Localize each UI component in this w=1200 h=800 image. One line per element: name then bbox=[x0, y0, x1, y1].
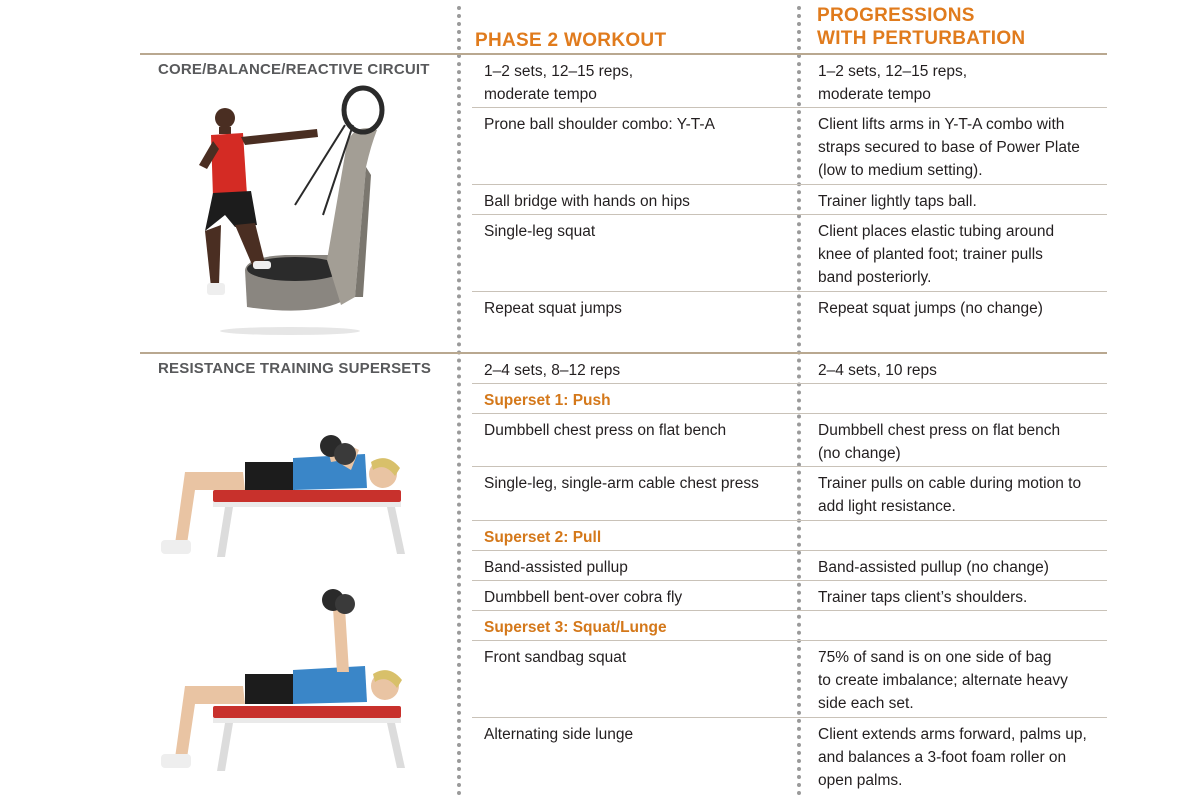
row-divider bbox=[472, 640, 1107, 641]
row-divider bbox=[472, 610, 1107, 611]
table-cell-progression: 2–4 sets, 10 reps bbox=[818, 362, 937, 379]
row-divider bbox=[472, 717, 1107, 718]
column-divider-left bbox=[457, 6, 461, 796]
table-cell-progression: Client extends arms forward, palms up, and balances a 3-foot foam roller on open palms. bbox=[818, 726, 1087, 789]
row-divider bbox=[472, 184, 1107, 185]
table-cell-phase2: 1–2 sets, 12–15 reps, moderate tempo bbox=[484, 63, 634, 103]
section-label-core: CORE/BALANCE/REACTIVE CIRCUIT bbox=[158, 61, 430, 78]
section-rule-core bbox=[140, 53, 1107, 55]
table-cell-phase2: Ball bridge with hands on hips bbox=[484, 193, 690, 210]
chest-press-extended-photo bbox=[155, 586, 415, 776]
table-cell-progression: Client places elastic tubing around knee of planted foot; trainer pulls band posteriorly. bbox=[818, 223, 1055, 286]
progressions-header-line2: WITH PERTURBATION bbox=[817, 28, 1026, 49]
column-divider-right bbox=[797, 6, 801, 796]
row-divider bbox=[472, 214, 1107, 215]
table-cell-phase2: Prone ball shoulder combo: Y-T-A bbox=[484, 116, 715, 133]
row-divider bbox=[472, 550, 1107, 551]
row-divider bbox=[472, 291, 1107, 292]
table-cell-phase2: Single-leg, single-arm cable chest press bbox=[484, 475, 759, 492]
table-cell-phase2: Dumbbell chest press on flat bench bbox=[484, 422, 727, 439]
table-cell-phase2: Alternating side lunge bbox=[484, 726, 634, 743]
power-plate-photo bbox=[195, 85, 405, 335]
row-divider bbox=[472, 383, 1107, 384]
row-divider bbox=[472, 413, 1107, 414]
chest-press-bent-photo bbox=[155, 432, 415, 567]
table-cell-progression: Dumbbell chest press on flat bench (no change) bbox=[818, 422, 1061, 462]
row-divider bbox=[472, 466, 1107, 467]
phase2-header: PHASE 2 WORKOUT bbox=[475, 30, 667, 51]
table-cell-progression: Band-assisted pullup (no change) bbox=[818, 559, 1049, 576]
table-cell-progression: 1–2 sets, 12–15 reps, moderate tempo bbox=[818, 63, 968, 103]
row-divider bbox=[472, 520, 1107, 521]
table-cell-phase2: 2–4 sets, 8–12 reps bbox=[484, 362, 621, 379]
row-divider bbox=[472, 107, 1107, 108]
table-cell-progression: Trainer lightly taps ball. bbox=[818, 193, 977, 210]
table-cell-phase2: Single-leg squat bbox=[484, 223, 596, 240]
section-rule-resistance bbox=[140, 352, 1107, 354]
superset-heading: Superset 3: Squat/Lunge bbox=[484, 619, 667, 636]
table-cell-progression: Repeat squat jumps (no change) bbox=[818, 300, 1043, 317]
row-divider bbox=[472, 580, 1107, 581]
superset-heading: Superset 1: Push bbox=[484, 392, 611, 409]
table-cell-phase2: Dumbbell bent-over cobra fly bbox=[484, 589, 683, 606]
table-cell-phase2: Front sandbag squat bbox=[484, 649, 627, 666]
table-cell-progression: Trainer taps client’s shoulders. bbox=[818, 589, 1028, 606]
table-cell-progression: Trainer pulls on cable during motion to add light resistance. bbox=[818, 475, 1082, 515]
table-cell-phase2: Band-assisted pullup bbox=[484, 559, 628, 576]
superset-heading: Superset 2: Pull bbox=[484, 529, 602, 546]
progressions-header-line1: PROGRESSIONS bbox=[817, 5, 975, 26]
section-label-resistance: RESISTANCE TRAINING SUPERSETS bbox=[158, 360, 432, 377]
table-cell-progression: 75% of sand is on one side of bag to create imbalance; alternate heavy side each set. bbox=[818, 649, 1068, 712]
progressions-header bbox=[817, 4, 1025, 50]
table-cell-phase2: Repeat squat jumps bbox=[484, 300, 622, 317]
table-cell-progression: Client lifts arms in Y-T-A combo with straps secured to base of Power Plate (low to medium setting). bbox=[818, 116, 1080, 179]
